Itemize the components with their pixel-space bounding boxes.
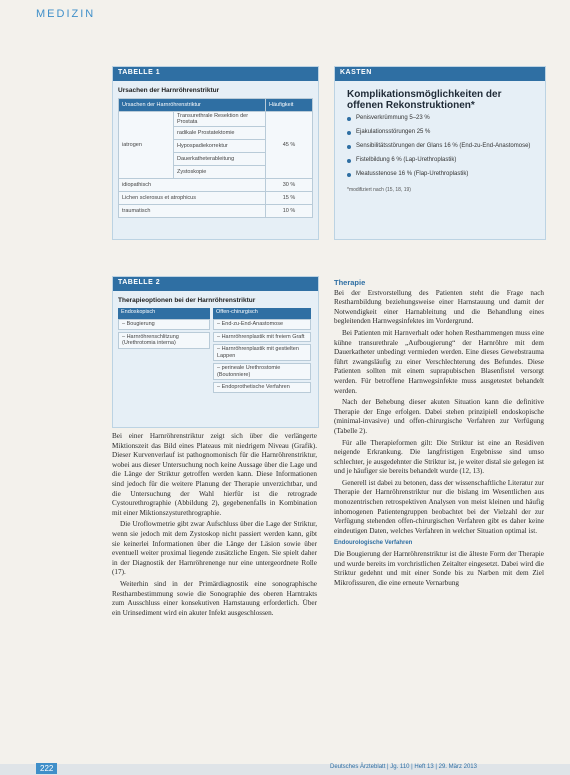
- table-2-right-column: [213, 308, 311, 395]
- paragraph: Generell ist dabei zu betonen, dass der wissenschaftliche Literatur zur Therapie der Harnröhrenstriktur nur die bislang im Wesentlichen aus monozentrischen retrospektiven Analysen von meist kleinen und häufig inhomogenen Patientengruppen beobachtet bei der Vielzahl der zur Verfügung stehenden offen-chirurgischen Verfahren gibt es daher keine eindeutigen Daten, welches Verfahren in welcher Situation optimal ist.: [334, 478, 544, 535]
- table-1-label: TABELLE 1: [113, 67, 318, 81]
- table-1-cell: Lichen sclerosus et atrophicus: [119, 192, 266, 205]
- kasten-box: [334, 66, 546, 240]
- table-1-cell: 45 %: [266, 112, 313, 179]
- left-text-column: [112, 432, 317, 757]
- table-1-cell: Hypospadiekorrektur: [174, 140, 266, 153]
- right-text-column: [334, 276, 544, 758]
- table-2-label: TABELLE 2: [113, 277, 318, 291]
- kasten-list: [335, 115, 545, 178]
- subsection-heading: Endourologische Verfahren: [334, 540, 413, 547]
- footer-bar: [0, 764, 570, 775]
- table-1-cell: traumatisch: [119, 205, 266, 218]
- list-item: Sensibilitätsstörungen der Glans 16 % (End-zu-End-Anastomose): [347, 143, 537, 150]
- table-1-box: [112, 66, 319, 240]
- table-2-col-header: Endoskopisch: [118, 308, 210, 319]
- table-1-cell: Transurethrale Resektion der Prostata: [174, 112, 266, 127]
- table-1-cell: Dauerkatheterableitung: [174, 153, 266, 166]
- table-2-col-header: Offen-chirurgisch: [213, 308, 311, 319]
- table-2-cell: – End-zu-End-Anastomose: [213, 319, 311, 330]
- table-1-col-header: Häufigkeit: [266, 99, 313, 112]
- table-2-cell: – Harnröhrenplastik mit gestielten Lappen: [213, 344, 311, 361]
- table-1-cell: idiopathisch: [119, 179, 266, 192]
- paragraph: Weiterhin sind in der Primärdiagnostik eine sonographische Restharnbestimmung sowie die Sonographie des oberen Harntrakts zum Ausschluss einer konsekutiven Harnstauung erforderlich. Über ein Urinsediment wird ein akuter Infekt ausgeschlossen.: [112, 579, 317, 617]
- list-item: Meatusstenose 16 % (Flap-Urethroplastik): [347, 171, 537, 178]
- list-item: Fistelbildung 6 % (Lap-Urethroplastik): [347, 157, 537, 164]
- paragraph: Für alle Therapieformen gilt: Die Striktur ist eine an Residiven neigende Erkrankung. Die langfristigen Ergebnisse sind umso schlechter, je ausgedehnter die Striktur ist, je weiter distal sie gelegen ist und je häufiger sie bereits behandelt wurde (12, 13).: [334, 438, 544, 476]
- table-1-cell: radikale Prostatektomie: [174, 127, 266, 140]
- table-2-cell: – Endoprothetische Verfahren: [213, 382, 311, 393]
- table-1-cell: iatrogen: [119, 112, 174, 179]
- paragraph: Die Bougierung der Harnröhrenstriktur ist die älteste Form der Therapie und wurde bereits im vorchristlichen Zeitalter eingesetzt. Dabei wird die Striktur gedehnt und mit einer Sonde bis zu Narben mit dem Ziel Mikrofissuren, die eine erneute Vernarbung: [334, 550, 544, 587]
- paragraph: Bei der Erstvorstellung des Patienten steht die Frage nach Restharnbildung beziehungsweise einer Harnstauung und damit der Notwendigkeit einer Harnableitung und die Behandlung eines begleitenden Harnwegsinfektes im Vordergrund.: [334, 288, 544, 326]
- paragraph: Die Uroflowmetrie gibt zwar Aufschluss über die Lage der Striktur, wenn sie jedoch mit dem Zystoskop nicht passiert werden kann, gibt sie keinerlei Informationen über die Länge der Läsion sowie über eventuell weiter proximal liegende zusätzliche Engen. Sie spielt daher in der Diagnostik der Harnröhrenenge nur eine untergeordnete Rolle (17).: [112, 520, 317, 577]
- table-2-box: [112, 276, 319, 428]
- table-1-title: Ursachen der Harnröhrenstriktur: [118, 87, 220, 94]
- section-tag: MEDIZIN: [36, 8, 96, 20]
- kasten-reference: *modifiziert nach (15, 18, 19): [347, 187, 411, 193]
- list-item: Ejakulationsstörungen 25 %: [347, 129, 537, 136]
- paragraph: Bei Patienten mit Harnverhalt oder hohen Restharnmengen muss eine kühne transurethrale „Aufbougierung“ der Harnröhre mit dem Dauerkatheter unbedingt vermieden werden. Eine dieses Gewebstrauma führt zwangsläufig zu einer Verschlechterung des Befundes. Diese Patienten sollten mit einem suprapubischen Blasenfistel versorgt werden. Für betroffene Harnwegsinfekte muss ausgetestet behandelt werden.: [334, 328, 544, 395]
- table-2-title: Therapieoptionen bei der Harnröhrenstriktur: [118, 297, 256, 304]
- section-heading: Therapie: [334, 278, 366, 287]
- table-2-cell: – Harnröhrenplastik mit freiem Graft: [213, 332, 311, 343]
- table-2-cell: – Harnröhrenschlitzung (Urethrotomia interna): [118, 332, 210, 349]
- table-2: [118, 308, 313, 395]
- kasten-label: KASTEN: [335, 67, 545, 81]
- kasten-title: Komplikationsmöglichkeiten der offenen Rekonstruktionen*: [347, 89, 502, 111]
- table-1-cell: 10 %: [266, 205, 313, 218]
- page-number: 222: [36, 763, 57, 774]
- paragraph: Nach der Behebung dieser akuten Situation kann die definitive Therapie der Enge erfolgen. Dabei stehen prinzipiell endoskopische (minimal-invasive) und offen-chirurgische Verfahren zur Verfügung (Tabelle 2).: [334, 398, 544, 435]
- table-2-left-column: [118, 308, 210, 395]
- journal-citation: Deutsches Ärzteblatt | Jg. 110 | Heft 13 | 29. März 2013: [330, 764, 477, 770]
- table-1-cell: 15 %: [266, 192, 313, 205]
- paragraph: Bei einer Harnröhrenstriktur zeigt sich über die verlängerte Miktionszeit das Bild eines Plateaus mit niedrigem Niveau (Grafik). Dieser Kurvenverlauf ist pathognomonisch für die Harnröhrenstriktur, wobei aus dieser Untersuchung noch keine Aussage über die Lage und die Länge der Striktur getroffen werden kann. Diese Informationen sind jedoch für die weitere Planung der Therapie unverzichtbar, und die Untersuchung der Wahl hierfür ist die retrograde Cystourethrographie (Abbildung 2), gegebenenfalls in Kombination mit einer Miktionszysturethrographie.: [112, 432, 317, 517]
- table-2-cell: – Bougierung: [118, 319, 210, 330]
- table-1: [118, 98, 313, 218]
- table-1-cell: 30 %: [266, 179, 313, 192]
- table-1-cell: Zystoskopie: [174, 166, 266, 179]
- table-2-cell: – perineale Urethrostomie (Boutonniere): [213, 363, 311, 380]
- table-1-col-header: Ursachen der Harnröhrenstriktur: [119, 99, 266, 112]
- list-item: Penisverkrümmung 5–23 %: [347, 115, 537, 122]
